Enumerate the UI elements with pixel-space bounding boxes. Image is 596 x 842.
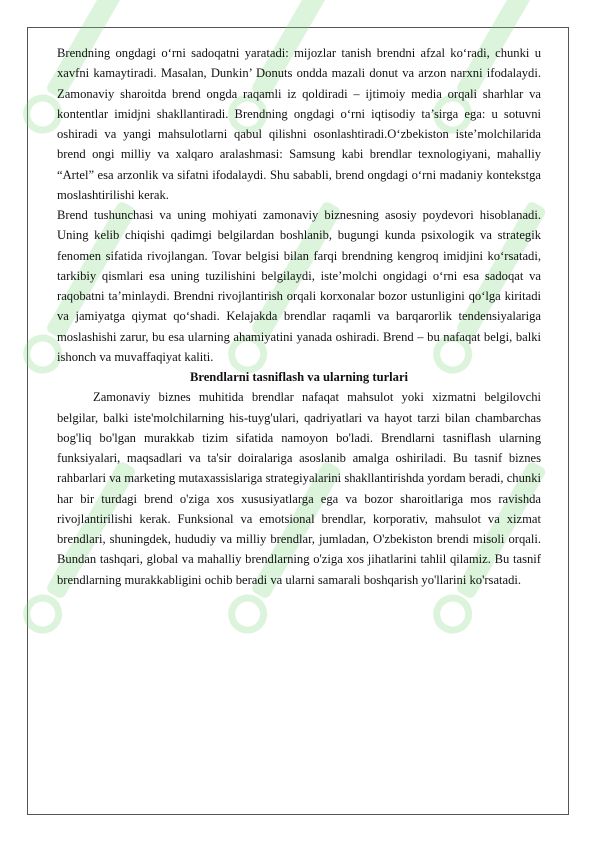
section-heading: Brendlarni tasniflash va ularning turlari bbox=[189, 370, 409, 384]
paragraph: Zamonaviy biznes muhitida brendlar nafaqat mahsulot yoki xizmatni belgilovchi belgilar, balki iste'molchilarning his-tuyg'ulari, qadriyatlari va hayot tarzi bilan chambarchas bog'liq bo'lgan murakkab tizim sifatida namoyon bo'ladi. Brendlarni tasniflash ularning funksiyalari, maqsadlari va ta'sir doiralariga asoslanib amalga oshiriladi. Bu tasnif biznes rahbarlari va marketing mutaxassislariga strategiyalarini shakllantirishda yordam beradi, chunki har bir turdagi brend o'ziga xos xususiyatlarga ega va bozor sharoitlariga mos ravishda rivojlantirilishi kerak. Funksional va emotsional brendlar, korporativ, mahsulot va xizmat brendlari, shuningdek, hududiy va milliy brendlar, jumladan, O'zbekiston brendi misoli orqali. Bundan tashqari, global va mahalliy brendlarning o'ziga xos jihatlarini tahlil qilamiz. Bu tasnif brendlarning murakkabligini ochib beradi va ularni samarali boshqarish yo'llarini ko'rsatadi. bbox=[57, 390, 541, 587]
document-body bbox=[57, 43, 541, 590]
paragraph: Brendning ongdagi o‘rni sadoqatni yaratadi: mijozlar tanish brendni afzal ko‘radi, chunki u xavfni kamaytiradi. Masalan, Dunkin’ Donuts ondda mazali donut va arzon narxni ifodalaydi. Zamonaviy sharoitda brend ongda raqamli iz qoldiradi – ijtimoiy media orqali sharhlar va kontentlar imidjni shakllantiradi. Brendning ongdagi o‘rni iqtisodiy ta’sirga ega: u sotuvni oshiradi va yangi mahsulotlarni qabul qilishni osonlashtiradi.O‘zbekiston iste’molchilarida brend ongi milliy va xalqaro aralashmasi: Samsung kabi brendlar texnologiyani, mahalliy “Artel” esa arzonlik va sifatni ifodalaydi. Shu sababli, brend ongdagi o‘rni madaniy kontekstga moslashtirilishi kerak. bbox=[57, 46, 541, 202]
paragraph: Brend tushunchasi va uning mohiyati zamonaviy biznesning asosiy poydevori hisoblanadi. Uning kelib chiqishi qadimgi belgilardan boshlanib, bugungi kunda psixologik va strategik fenomen sifatida rivojlangan. Tovar belgisi bilan farqi brendning kengroq imidjini ko‘rsatadi, tarkibiy qismlari esa uning tuzilishini belgilaydi, iste’molchi ongidagi o‘rni esa sadoqat va raqobatni ta’minlaydi. Brendni rivojlantirish orqali korxonalar bozor ustunligini qo‘lga kiritadi va jamiyatga qiymat qo‘shadi. Kelajakda brendlar raqamli va barqarorlik tendensiyalariga moslashishi zarur, bu esa ularning ahamiyatini yanada oshiradi. Brend – bu nafaqat belgi, balki ishonch va muvaffaqiyat kaliti. bbox=[57, 208, 541, 364]
